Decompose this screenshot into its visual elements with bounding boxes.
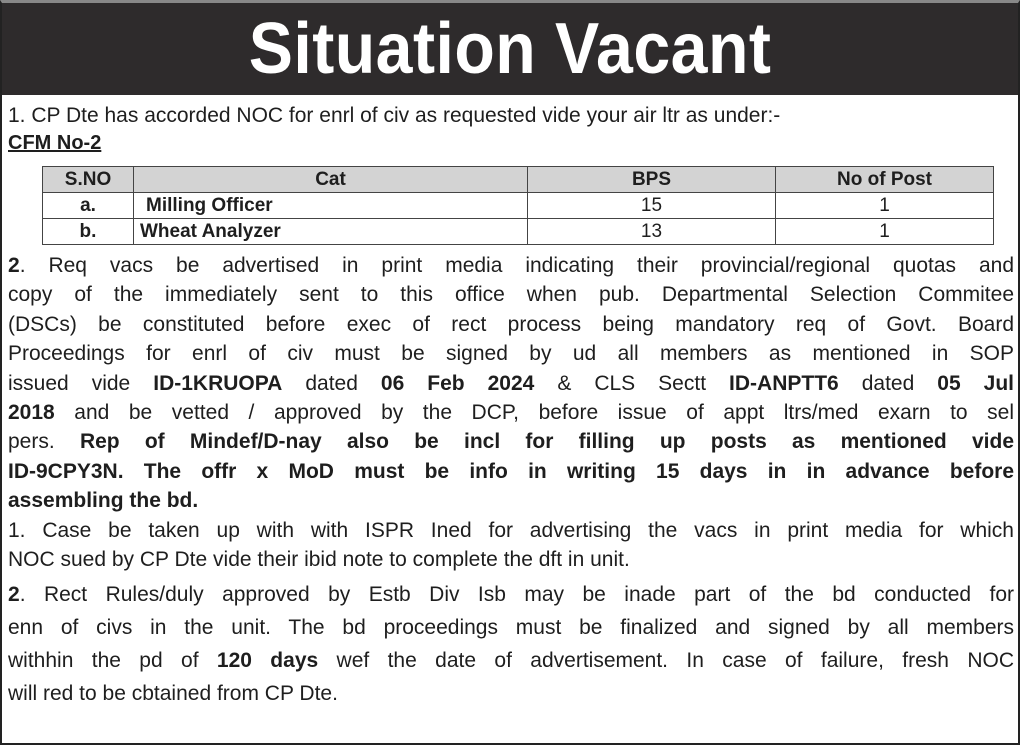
intro-paragraph [8,101,1014,130]
intro-text: CP Dte has accorded NOC for enrl of civ as requested vide your air ltr as under:- [31,104,781,127]
text-line [8,545,1014,574]
table-row [43,219,994,245]
title-banner [2,3,1018,95]
text-line [8,369,1014,398]
reference-date: 2018 [8,401,55,425]
row-posts: 1 [776,219,994,245]
row-cat: Wheat Analyzer [134,219,528,245]
text-line [8,280,1014,309]
line-text: dated [282,371,381,395]
line-text: . Rect Rules/duly approved by Estb Div Isb may be inade part of the bd conducted for [19,583,1014,607]
row-bps: 13 [528,219,776,245]
row-posts: 1 [776,193,994,219]
text-line [8,578,1014,611]
line-text: Case be taken up with with ISPR Ined for advertising the vacs in print media for which [25,518,1014,542]
para-number: 1. [8,518,26,542]
header-cat: Cat [134,167,528,193]
row-sno: a. [43,193,134,219]
table-row [43,193,994,219]
reference-id: ID-1KRUOPA [153,371,283,395]
line-text: NOC sued by CP Dte vide their ibid note to complete the dft in unit. [8,548,630,572]
row-bps: 15 [528,193,776,219]
reference-id: ID-ANPTT6 [729,371,839,395]
sub-paragraph-1 [8,516,1014,575]
ad-body [2,101,1018,710]
table-header-row [43,167,994,193]
line-text: issued vide [8,371,154,395]
text-line [8,310,1014,339]
reference-date: 06 Feb 2024 [380,371,535,395]
unit-heading: CFM No-2 [8,132,102,154]
line-text: Proceedings for enrl of civ must be signed by ud all members as mentioned in SOP [8,342,1014,366]
reference-date: 05 Jul [937,371,1014,395]
line-text: . Req vacs be advertised in print media indicating their provincial/regional quotas and [19,254,1014,277]
text-line [8,516,1014,545]
line-text: copy of the immediately sent to this office when pub. Departmental Selection Commitee [8,283,1014,307]
line-text: and be vetted / approved by the DCP, before issue of appt ltrs/med exarn to sel [54,401,1014,425]
row-sno: b. [43,219,134,245]
text-line [8,339,1014,368]
line-text: enn of civs in the unit. The bd proceedings must be finalized and signed by all members [8,616,1014,640]
row-cat: Milling Officer [134,193,528,219]
para-number: 2 [8,254,20,277]
text-line [8,398,1014,427]
para-number: 2 [8,583,20,607]
line-text: (DSCs) be constituted before exec of rect process being mandatory req of Govt. Board [8,312,1014,336]
page-title: Situation Vacant [248,9,772,89]
bold-text: ID-9CPY3N. The offr x MoD must be info in writing 15 days in in advance before [8,459,1014,483]
header-sno: S.NO [43,167,134,193]
line-text: dated [838,371,938,395]
header-no-of-post: No of Post [776,167,994,193]
text-line [8,644,1014,677]
paragraph-2 [8,251,1014,516]
line-text: will red to be cbtained from CP Dte. [8,682,338,706]
text-line [8,677,1014,710]
intro-number: 1. [8,104,26,127]
line-text: withhin the pd of [8,649,217,673]
bold-text: Rep of Mindef/D-nay also be incl for filling up posts as mentioned vide [79,430,1015,454]
deadline-text: 120 days [216,649,319,673]
text-line [8,251,1014,280]
sub-paragraph-2 [8,578,1014,710]
text-line [8,457,1014,486]
line-text: & CLS Sectt [534,371,730,395]
text-line [8,486,1014,515]
bold-text: assembling the bd. [8,489,199,513]
text-line [8,611,1014,644]
line-text: pers. [8,430,80,454]
text-line [8,427,1014,456]
posts-table [42,166,994,245]
line-text: wef the date of advertisement. In case of failure, fresh NOC [318,649,1014,673]
header-bps: BPS [528,167,776,193]
